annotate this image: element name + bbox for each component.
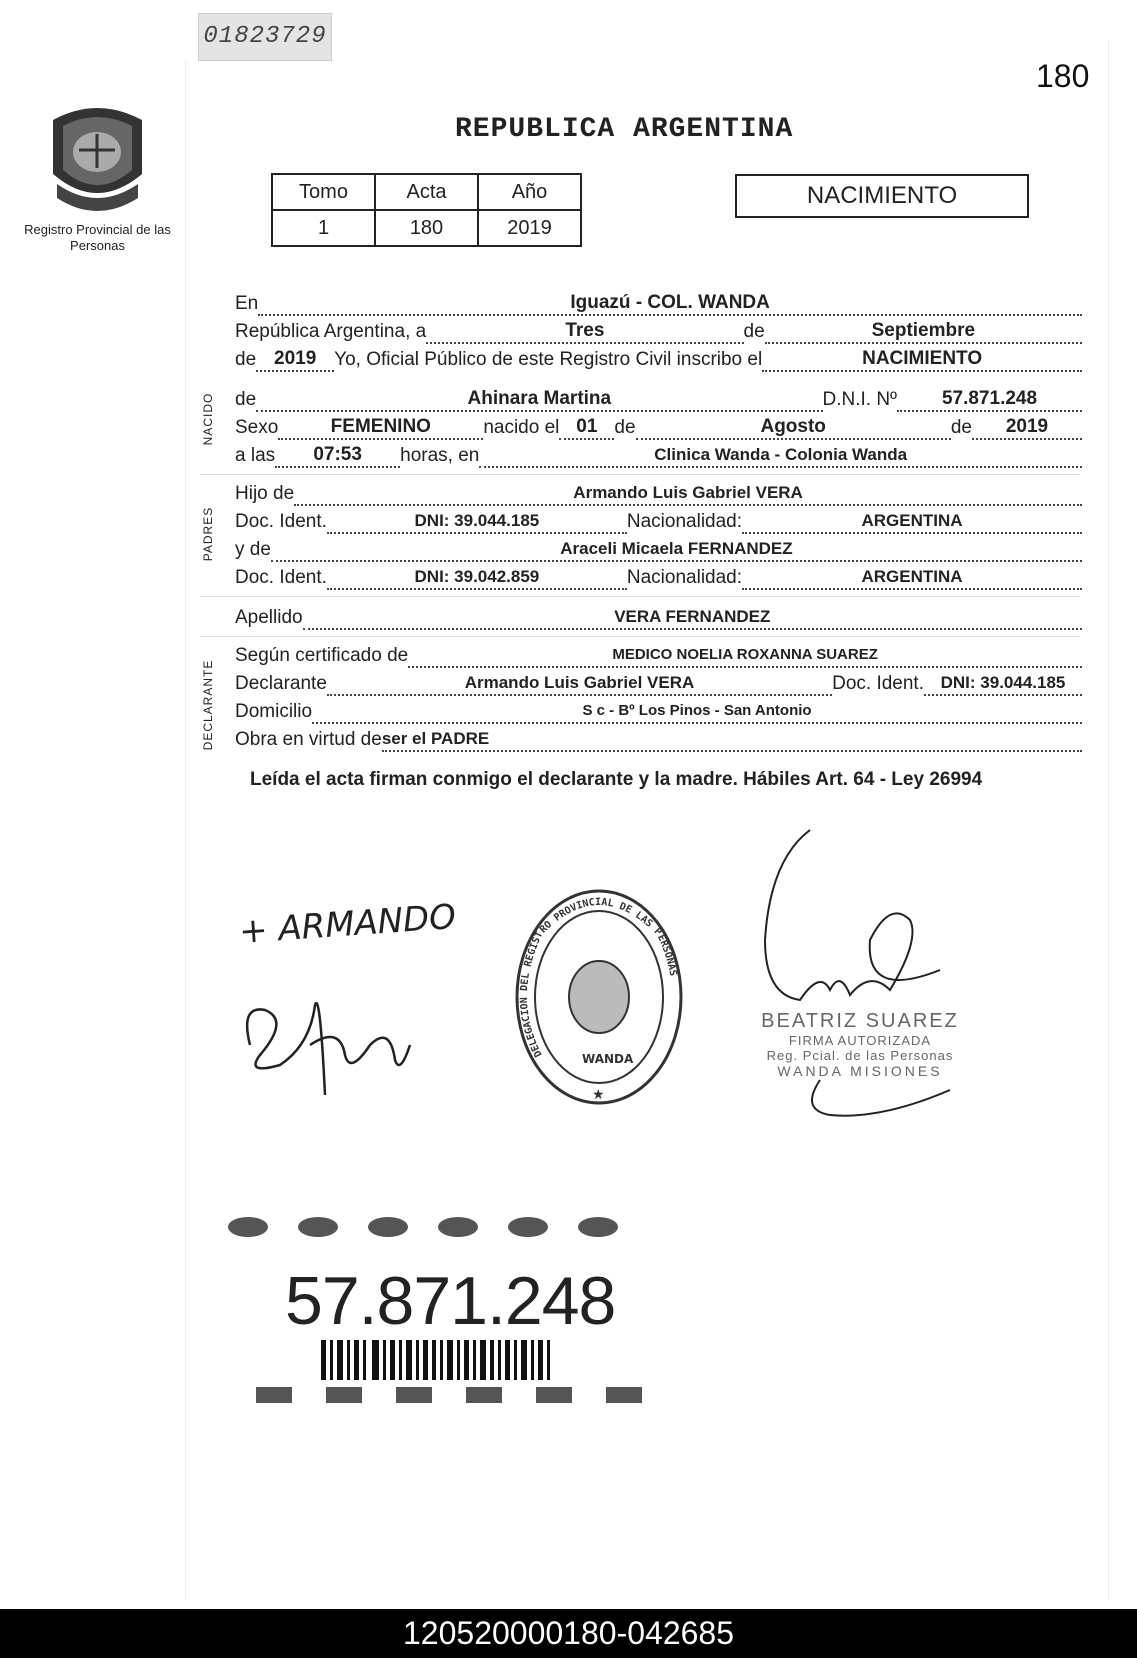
svg-text:+ ARMANDO: + ARMANDO [237, 896, 458, 952]
header-anio: Año [478, 174, 581, 210]
record-type-box: NACIMIENTO [735, 174, 1029, 218]
field-lugar: Iguazú - COL. WANDA [258, 292, 1082, 316]
label-hijo-de: Hijo de [235, 483, 295, 504]
record-table [271, 173, 582, 247]
divider [200, 474, 1080, 475]
divider [200, 636, 1080, 637]
declarant-signature-icon [220, 895, 458, 1115]
line-nombre [235, 382, 1082, 412]
line-certificado [235, 638, 1082, 668]
line-lugar [235, 286, 1082, 316]
field-padre: Armando Luis Gabriel VERA [294, 482, 1082, 506]
official-signature-icon [750, 820, 970, 1020]
field-virtud: ser el PADRE [382, 728, 1082, 752]
value-acta: 180 [375, 210, 478, 246]
page-edge-right [1108, 40, 1109, 1600]
line-virtud [235, 722, 1082, 752]
value-anio: 2019 [478, 210, 581, 246]
label-de: de [743, 321, 765, 342]
page-edge-left [185, 60, 186, 1600]
line-hora [235, 438, 1082, 468]
footer-code: 120520000180-042685 [0, 1609, 1137, 1658]
field-madre-doc: DNI: 39.042.859 [327, 566, 627, 590]
label-segun-certificado: Según certificado de [235, 645, 409, 666]
label-domicilio: Domicilio [235, 701, 313, 722]
field-madre: Araceli Micaela FERNANDEZ [271, 538, 1082, 562]
label-a-las: a las [235, 445, 276, 466]
line-apellido [235, 600, 1082, 630]
document-title: REPUBLICA ARGENTINA [455, 114, 794, 145]
line-declarante [235, 666, 1082, 696]
field-anio-nac: 2019 [972, 416, 1082, 440]
line-padre-doc [235, 504, 1082, 534]
line-domicilio [235, 694, 1082, 724]
label-yo-oficial: Yo, Oficial Público de este Registro Civil inscribo el [334, 349, 763, 370]
label-declarante: Declarante [235, 673, 327, 694]
label-doc-ident-padre: Doc. Ident. [235, 511, 327, 532]
label-dni: D.N.I. Nº [822, 389, 897, 410]
registry-seal-icon [512, 885, 687, 1110]
field-tipo: NACIMIENTO [762, 348, 1082, 372]
line-madre-doc [235, 560, 1082, 590]
label-republica-a: República Argentina, a [235, 321, 427, 342]
field-dni: 57.871.248 [897, 388, 1082, 412]
official-name: BEATRIZ SUAREZ [761, 1010, 959, 1032]
field-mes-texto: Septiembre [765, 320, 1082, 344]
value-tomo: 1 [272, 210, 375, 246]
official-org: Reg. Pcial. de las Personas [766, 1048, 954, 1063]
field-domicilio: S c - Bº Los Pinos - San Antonio [312, 700, 1082, 724]
sticker-dni-number: 57.871.248 [285, 1263, 616, 1339]
line-sexo [235, 410, 1082, 440]
label-nacido-el: nacido el [483, 417, 560, 438]
field-mes-nac: Agosto [636, 416, 951, 440]
field-apellido: VERA FERNANDEZ [303, 606, 1082, 630]
line-madre [235, 532, 1082, 562]
field-declarante: Armando Luis Gabriel VERA [327, 672, 832, 696]
label-y-de: y de [235, 539, 271, 560]
svg-text:WANDA: WANDA [582, 1052, 634, 1066]
field-declarante-doc: DNI: 39.044.185 [924, 672, 1082, 696]
side-label-padres: PADRES [201, 506, 215, 562]
svg-text:★: ★ [592, 1086, 605, 1102]
svg-text:DELEGACION DEL REGISTRO PROVIN: DELEGACION DEL REGISTRO PROVINCIAL DE LAS PERSONAS [518, 896, 679, 1059]
field-padre-nac: ARGENTINA [742, 510, 1082, 534]
field-lugar-nac: Clinica Wanda - Colonia Wanda [479, 444, 1082, 468]
label-en: En [235, 293, 259, 314]
official-title: FIRMA AUTORIZADA [788, 1033, 932, 1048]
label-de-mes: de [614, 417, 636, 438]
field-anio-insc: 2019 [256, 348, 334, 372]
official-signature-block [750, 1010, 970, 1079]
field-hora: 07:53 [275, 444, 400, 468]
official-place: WANDA MISIONES [777, 1063, 943, 1079]
header-acta: Acta [375, 174, 478, 210]
registry-caption: Registro Provincial de las Personas [24, 222, 171, 253]
field-sexo: FEMENINO [278, 416, 483, 440]
side-label-declarante: DECLARANTE [201, 659, 215, 751]
field-nombre: Ahinara Martina [256, 388, 822, 412]
label-de2: de [235, 349, 257, 370]
line-padre [235, 476, 1082, 506]
field-madre-nac: ARGENTINA [742, 566, 1082, 590]
field-padre-doc: DNI: 39.044.185 [327, 510, 627, 534]
line-fecha [235, 314, 1082, 344]
serial-stamp: 01823729 [198, 13, 332, 61]
label-nacionalidad-madre: Nacionalidad: [626, 567, 743, 588]
label-apellido: Apellido [235, 607, 303, 628]
header-tomo: Tomo [272, 174, 375, 210]
side-label-nacido: NACIDO [201, 392, 215, 446]
field-dia-nac: 01 [559, 416, 614, 440]
closing-statement: Leída el acta firman conmigo el declarante y la madre. Hábiles Art. 64 - Ley 26994 [250, 769, 983, 790]
label-doc-ident-madre: Doc. Ident. [235, 567, 327, 588]
label-obra-virtud: Obra en virtud de [235, 729, 382, 750]
divider [200, 596, 1080, 597]
label-de-anio: de [950, 417, 972, 438]
label-horas-en: horas, en [400, 445, 480, 466]
misiones-emblem-icon [45, 100, 150, 218]
field-dia-texto: Tres [426, 320, 743, 344]
label-de-nombre: de [235, 389, 257, 410]
label-doc-ident-decl: Doc. Ident. [832, 673, 924, 694]
page-number: 180 [1036, 58, 1090, 94]
field-certificado: MEDICO NOELIA ROXANNA SUAREZ [408, 644, 1082, 668]
line-inscripcion [235, 342, 1082, 372]
label-sexo: Sexo [235, 417, 279, 438]
label-nacionalidad-padre: Nacionalidad: [626, 511, 743, 532]
